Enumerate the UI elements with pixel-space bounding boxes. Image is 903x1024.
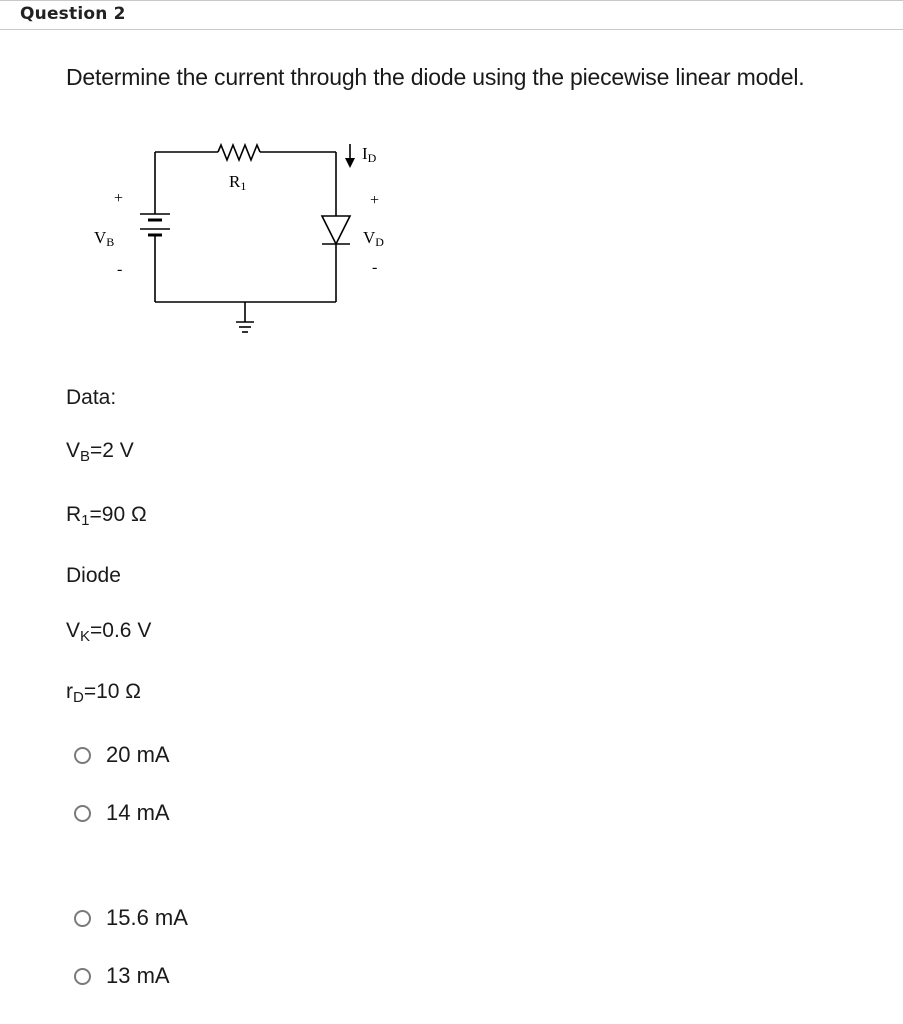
answer-option-label: 15.6 mA	[106, 905, 188, 930]
data-vk-value: =0.6 V	[90, 619, 152, 642]
data-vk	[66, 619, 151, 645]
diode-d	[322, 216, 350, 244]
question-header	[0, 0, 903, 30]
current-arrow-head	[345, 158, 355, 168]
answer-option-label: 20 mA	[106, 742, 170, 767]
radio-button[interactable]	[74, 805, 91, 822]
radio-button[interactable]	[74, 910, 91, 927]
question-prompt: Determine the current through the diode using the piecewise linear model.	[66, 64, 805, 90]
data-vb-value: =2 V	[90, 439, 134, 462]
radio-button[interactable]	[74, 968, 91, 985]
vb-minus-sign: -	[117, 261, 123, 278]
vb-plus-sign: +	[114, 190, 124, 207]
data-r1	[66, 503, 147, 529]
answer-option-4[interactable]	[74, 961, 170, 991]
vd-minus-sign: -	[372, 259, 378, 276]
answer-option-label: 13 mA	[106, 963, 170, 988]
vd-plus-sign: +	[370, 192, 380, 209]
circuit-diagram	[0, 130, 460, 360]
answer-option-label: 14 mA	[106, 800, 170, 825]
question-title: Question 2	[20, 4, 126, 24]
data-rd	[66, 680, 141, 706]
data-vb-name: V	[66, 439, 81, 462]
data-vk-sub: K	[80, 628, 91, 645]
battery-vb	[140, 214, 170, 244]
r1-label: R1	[229, 172, 247, 193]
resistor-r1	[218, 145, 260, 160]
data-diode-heading: Diode	[66, 564, 121, 587]
answer-option-2[interactable]	[74, 798, 170, 828]
radio-button[interactable]	[74, 747, 91, 764]
vb-label: VB	[94, 228, 115, 249]
data-r1-value: =90 Ω	[89, 503, 147, 526]
data-vb	[66, 439, 134, 465]
data-rd-value: =10 Ω	[83, 680, 141, 703]
answer-option-1[interactable]	[74, 740, 170, 770]
data-r1-name: R	[66, 503, 82, 526]
answer-option-3[interactable]	[74, 903, 188, 933]
id-label: ID	[362, 144, 377, 165]
data-r1-sub: 1	[81, 512, 90, 529]
data-heading: Data:	[66, 386, 117, 409]
data-rd-sub: D	[73, 689, 84, 706]
vd-label: VD	[363, 228, 384, 249]
data-rd-name: r	[66, 680, 73, 703]
data-vb-sub: B	[80, 448, 91, 465]
data-vk-name: V	[66, 619, 81, 642]
